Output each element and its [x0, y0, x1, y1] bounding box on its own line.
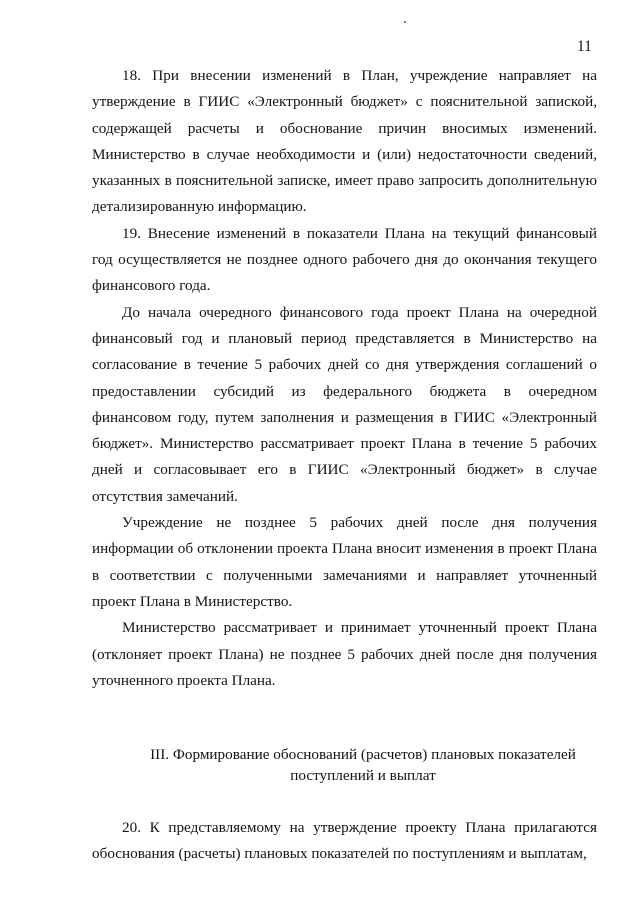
paragraph-institution-changes: Учреждение не позднее 5 рабочих дней после дня получения информации об отклонении проекта Плана вносит изменения в проект Плана в соответствии с полученными замечаниями и направляет уточненный проект Плана в Министерство.	[92, 514, 597, 610]
scan-speck	[404, 21, 406, 23]
page-number: 11	[577, 38, 592, 55]
paragraph-ministry-review: Министерство рассматривает и принимает уточненный проект Плана (отклоняет проект Плана) не позднее 5 рабочих дней после дня получения уточненного проекта Плана.	[92, 619, 597, 689]
section-heading: III. Формирование обоснований (расчетов) плановых показателей поступлений и выплат	[150, 746, 576, 784]
paragraph-18: 18. При внесении изменений в План, учреждение направляет на утверждение в ГИИС «Электронный бюджет» с пояснительной запиской, содержащей расчеты и обоснование причин вносимых изменений. Министерство в случае необходимости и (или) недостаточности сведений, указанных в пояснительной записке, имеет право запросить дополнительную детализированную информацию.	[92, 67, 597, 216]
paragraph-draft-plan: До начала очередного финансового года проект Плана на очередной финансовый год и плановый период представляется в Министерство на согласование в течение 5 рабочих дней со дня утверждения соглашений о предоставлении субсидий из федерального бюджета в очередном финансовом году, путем заполнения и размещения в ГИИС «Электронный бюджет». Министерство рассматривает проект Плана в течение 5 рабочих дней и согласовывает его в ГИИС «Электронный бюджет» в случае отсутствия замечаний.	[92, 303, 597, 505]
body-text	[92, 63, 597, 694]
paragraph-20: 20. К представляемому на утверждение проекту Плана прилагаются обоснования (расчеты) плановых показателей по поступлениям и выплатам,	[92, 819, 597, 863]
body-text-continued	[92, 815, 597, 868]
paragraph-19: 19. Внесение изменений в показатели Плана на текущий финансовый год осуществляется не позднее одного рабочего дня до окончания текущего финансового года.	[92, 224, 597, 295]
